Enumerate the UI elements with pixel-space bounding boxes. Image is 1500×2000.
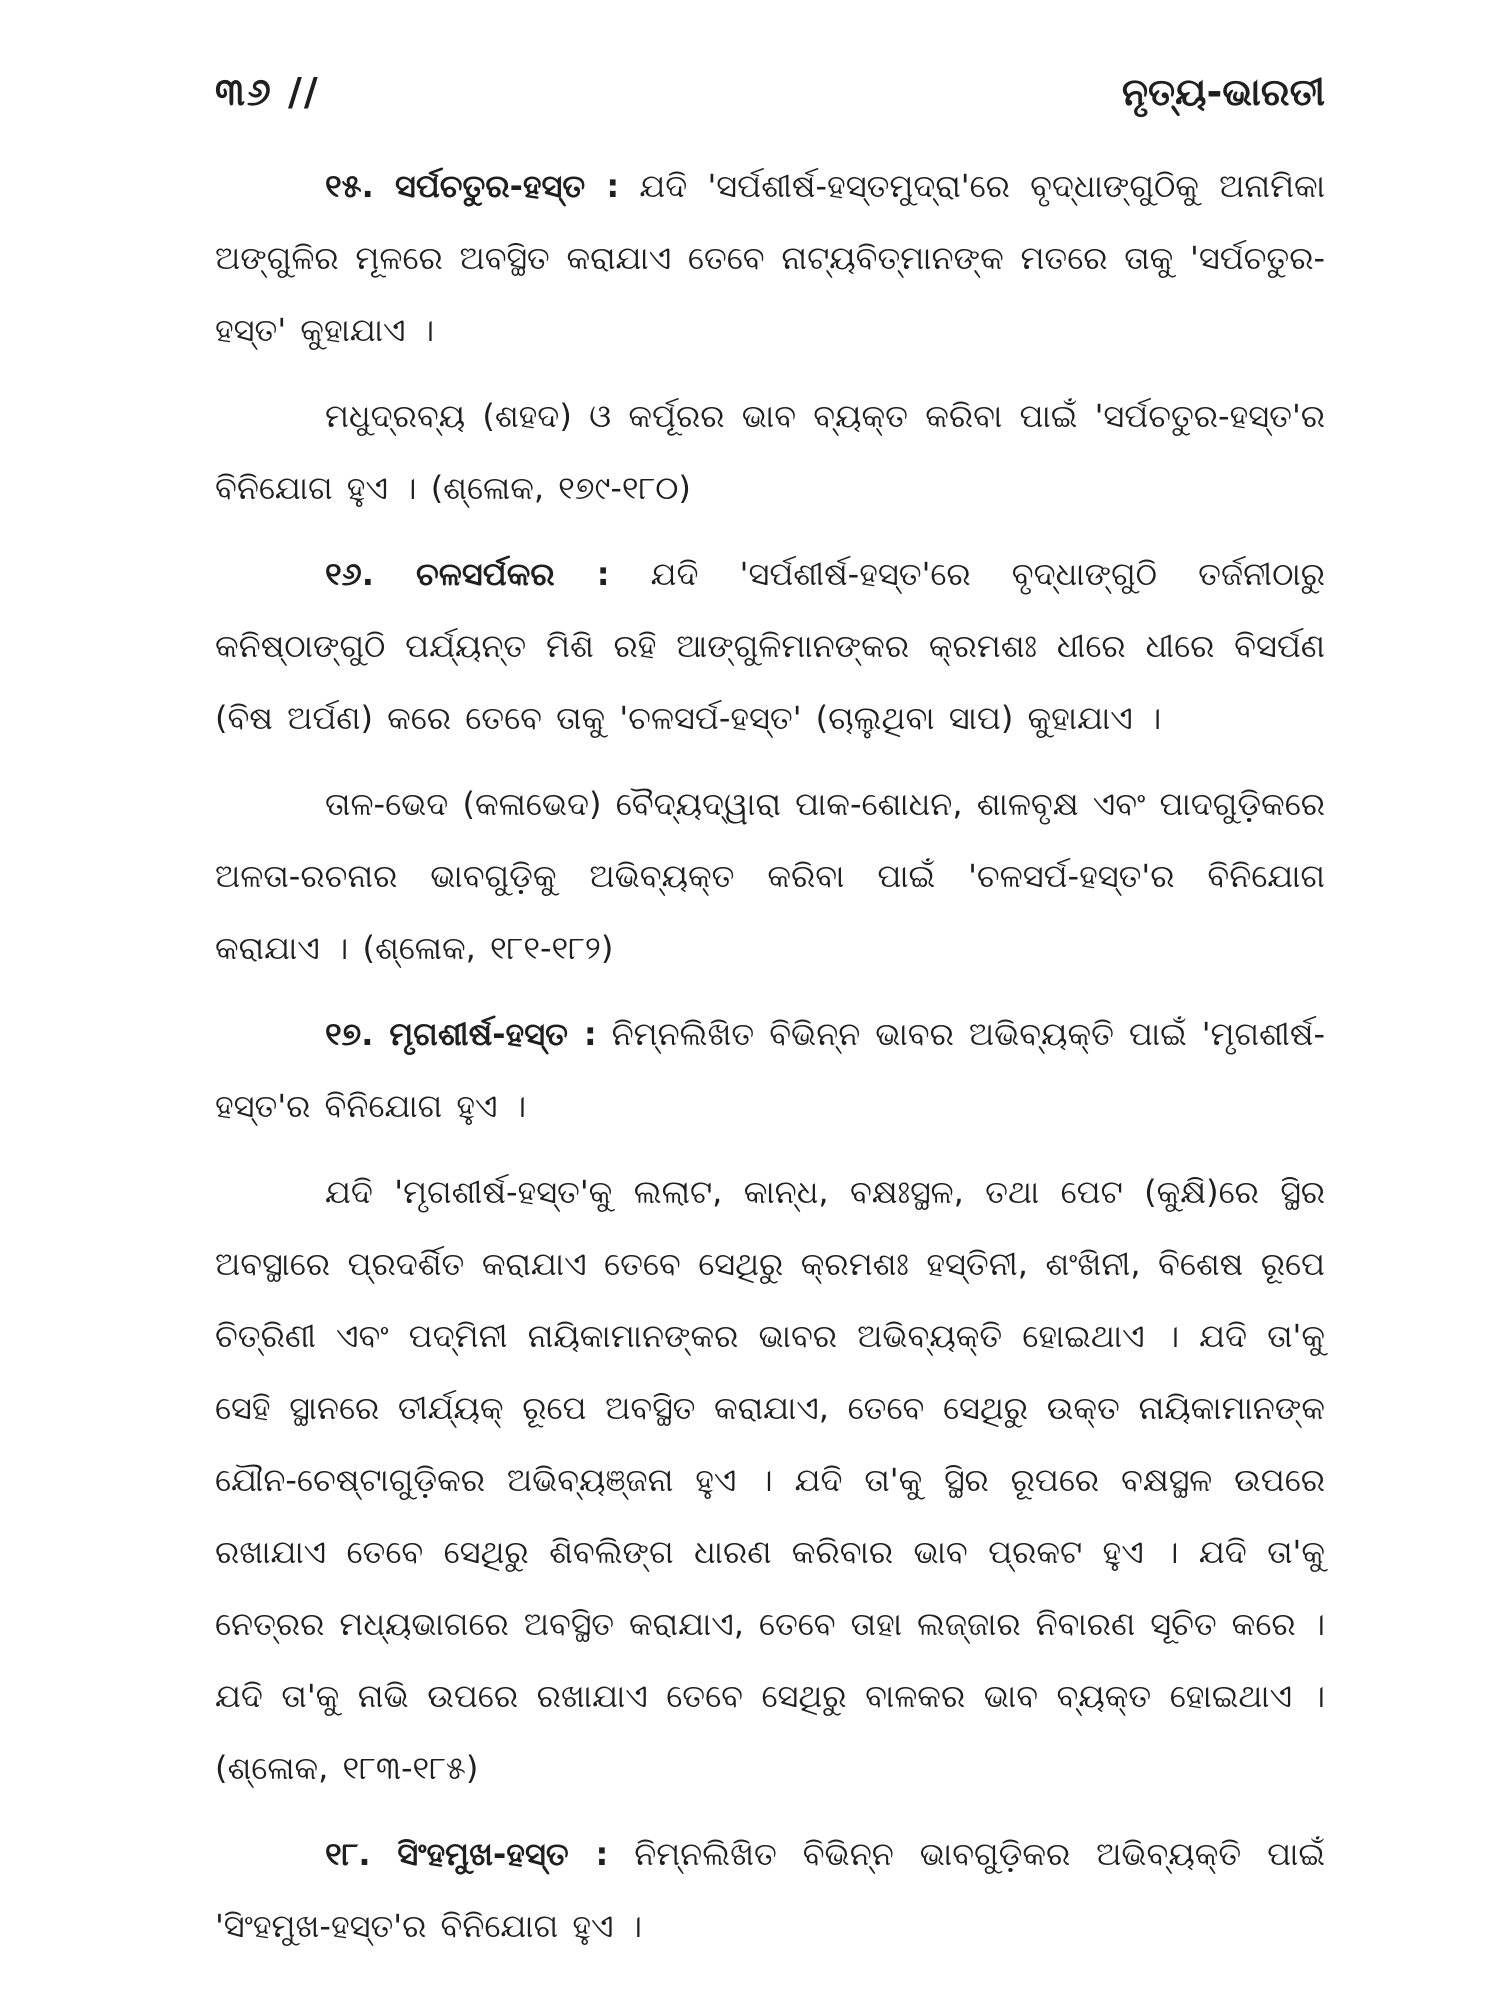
paragraph-sarpachatura-usage xyxy=(215,380,1325,524)
section-heading-15: ୧୫. ସର୍ପଚତୁର-ହସ୍ତ : xyxy=(325,167,620,205)
paragraph-text: ଯଦି 'ସର୍ପଶୀର୍ଷ-ହସ୍ତମୁଦ୍ରା'ରେ ବୃଦ୍ଧାଙ୍ଗୁଠିକୁ ଅନାମିକା ଅଙ୍ଗୁଳିର ମୂଳରେ ଅବସ୍ଥିତ କରାଯାଏ ତେବେ ନାଟ୍ୟବିତ୍‌ମାନଙ୍କ ମତରେ ତାକୁ 'ସର୍ପଚତୁର-ହସ୍ତ' କୁହାଯାଏ । xyxy=(215,167,1326,349)
book-title: ନୃତ୍ୟ-ଭାରତୀ xyxy=(1121,69,1325,114)
paragraph-mrigashirsha-hasta xyxy=(215,998,1325,1142)
paragraph-sarpachatura-hasta xyxy=(215,150,1325,366)
paragraph-text: ଯଦି 'ମୃଗଶୀର୍ଷ-ହସ୍ତ'କୁ ଲଲାଟ, କାନ୍ଧ, ବକ୍ଷଃସ୍ଥଳ, ତଥା ପେଟ (କୁକ୍ଷି)ରେ ସ୍ଥିର ଅବସ୍ଥାରେ ପ୍ରଦର୍ଶିତ କରାଯାଏ ତେବେ ସେଥିରୁ କ୍ରମଶଃ ହସ୍ତିନୀ, ଶଂଖିନୀ, ବିଶେଷ ରୂପେ ଚିତ୍ରିଣୀ ଏବଂ ପଦ୍ମିନୀ ନାୟିକାମାନଙ୍କର ଭାବର ଅଭିବ୍ୟକ୍ତି ହୋଇଥାଏ । ଯଦି ତା'କୁ ସେହି ସ୍ଥାନରେ ତୀର୍ଯ୍ୟକ୍ ରୂପେ ଅବସ୍ଥିତ କରାଯାଏ, ତେବେ ସେଥିରୁ ଉକ୍ତ ନାୟିକାମାନଙ୍କ ଯୌନ-ଚେଷ୍ଟାଗୁଡ଼ିକର ଅଭିବ୍ୟଞ୍ଜନା ହୁଏ । ଯଦି ତା'କୁ ସ୍ଥିର ରୂପରେ ବକ୍ଷସ୍ଥଳ ଉପରେ ରଖାଯାଏ ତେବେ ସେଥିରୁ ଶିବଲିଙ୍ଗ ଧାରଣ କରିବାର ଭାବ ପ୍ରକଟ ହୁଏ । ଯଦି ତା'କୁ ନେତ୍ରର ମଧ୍ୟଭାଗରେ ଅବସ୍ଥିତ କରାଯାଏ, ତେବେ ତାହା ଲଜ୍ଜାର ନିବାରଣ ସୂଚିତ କରେ । ଯଦି ତା'କୁ ନାଭି ଉପରେ ରଖାଯାଏ ତେବେ ସେଥିରୁ ବାଳକର ଭାବ ବ୍ୟକ୍ତ ହୋଇଥାଏ । (ଶ୍ଳୋକ, ୧୮୩-୧୮୫) xyxy=(215,1173,1325,1787)
paragraph-text: ତାଳ-ଭେଦ (କଳାଭେଦ) ବୈଦ୍ୟଦ୍ୱାରା ପାକ-ଶୋଧନ, ଶାଳବୃକ୍ଷ ଏବଂ ପାଦଗୁଡ଼ିକରେ ଅଳତା-ରଚନାର ଭାବଗୁଡ଼ିକୁ ଅଭିବ୍ୟକ୍ତ କରିବା ପାଇଁ 'ଚଳସର୍ପ-ହସ୍ତ'ର ବିନିଯୋଗ କରାଯାଏ । (ଶ୍ଳୋକ, ୧୮୧-୧୮୨) xyxy=(215,785,1325,967)
section-heading-17: ୧୭. ମୃଗଶୀର୍ଷ-ହସ୍ତ : xyxy=(325,1015,597,1053)
paragraph-text: ନିମ୍ନଲିଖିତ ବିଭିନ୍ନ ଭାବର ଅଭିବ୍ୟକ୍ତି ପାଇଁ 'ମୃଗଶୀର୍ଷ-ହସ୍ତ'ର ବିନିଯୋଗ ହୁଏ । xyxy=(215,1015,1325,1125)
paragraph-simhamukha-hasta xyxy=(215,1818,1325,1962)
section-heading-16: ୧୬. ଚଳସର୍ପକର : xyxy=(325,555,610,593)
page-number: ୩୬ // xyxy=(215,69,320,114)
page-header xyxy=(215,62,1325,122)
paragraph-text: ମଧୁଦ୍ରବ୍ୟ (ଶହଦ) ଓ କର୍ପୂରର ଭାବ ବ୍ୟକ୍ତ କରିବା ପାଇଁ 'ସର୍ପଚତୁର-ହସ୍ତ'ର ବିନିଯୋଗ ହୁଏ । (ଶ୍ଳୋକ, ୧୭୯-୧୮୦) xyxy=(215,397,1325,507)
paragraph-chalasarpa-usage xyxy=(215,768,1325,984)
paragraph-text: ଯଦି 'ସର୍ପଶୀର୍ଷ-ହସ୍ତ'ରେ ବୃଦ୍ଧାଙ୍ଗୁଠି ତର୍ଜନୀଠାରୁ କନିଷ୍ଠାଙ୍ଗୁଠି ପର୍ଯ୍ୟନ୍ତ ମିଶି ରହି ଆଙ୍ଗୁଳିମାନଙ୍କର କ୍ରମଶଃ ଧୀରେ ଧୀରେ ବିସର୍ପଣ (ବିଷ ଅର୍ପଣ) କରେ ତେବେ ତାକୁ 'ଚଳସର୍ପ-ହସ୍ତ' (ଚାଲୁଥିବା ସାପ) କୁହାଯାଏ । xyxy=(215,555,1326,737)
section-heading-18: ୧୮. ସିଂହମୁଖ-ହସ୍ତ : xyxy=(325,1835,609,1873)
page-body xyxy=(215,150,1325,1970)
paragraph-chalasarpakara xyxy=(215,538,1325,754)
paragraph-mrigashirsha-usage xyxy=(215,1156,1325,1804)
paragraph-text: ନିମ୍ନଲିଖିତ ବିଭିନ୍ନ ଭାବଗୁଡ଼ିକର ଅଭିବ୍ୟକ୍ତି ପାଇଁ 'ସିଂହମୁଖ-ହସ୍ତ'ର ବିନିଯୋଗ ହୁଏ । xyxy=(215,1835,1325,1945)
